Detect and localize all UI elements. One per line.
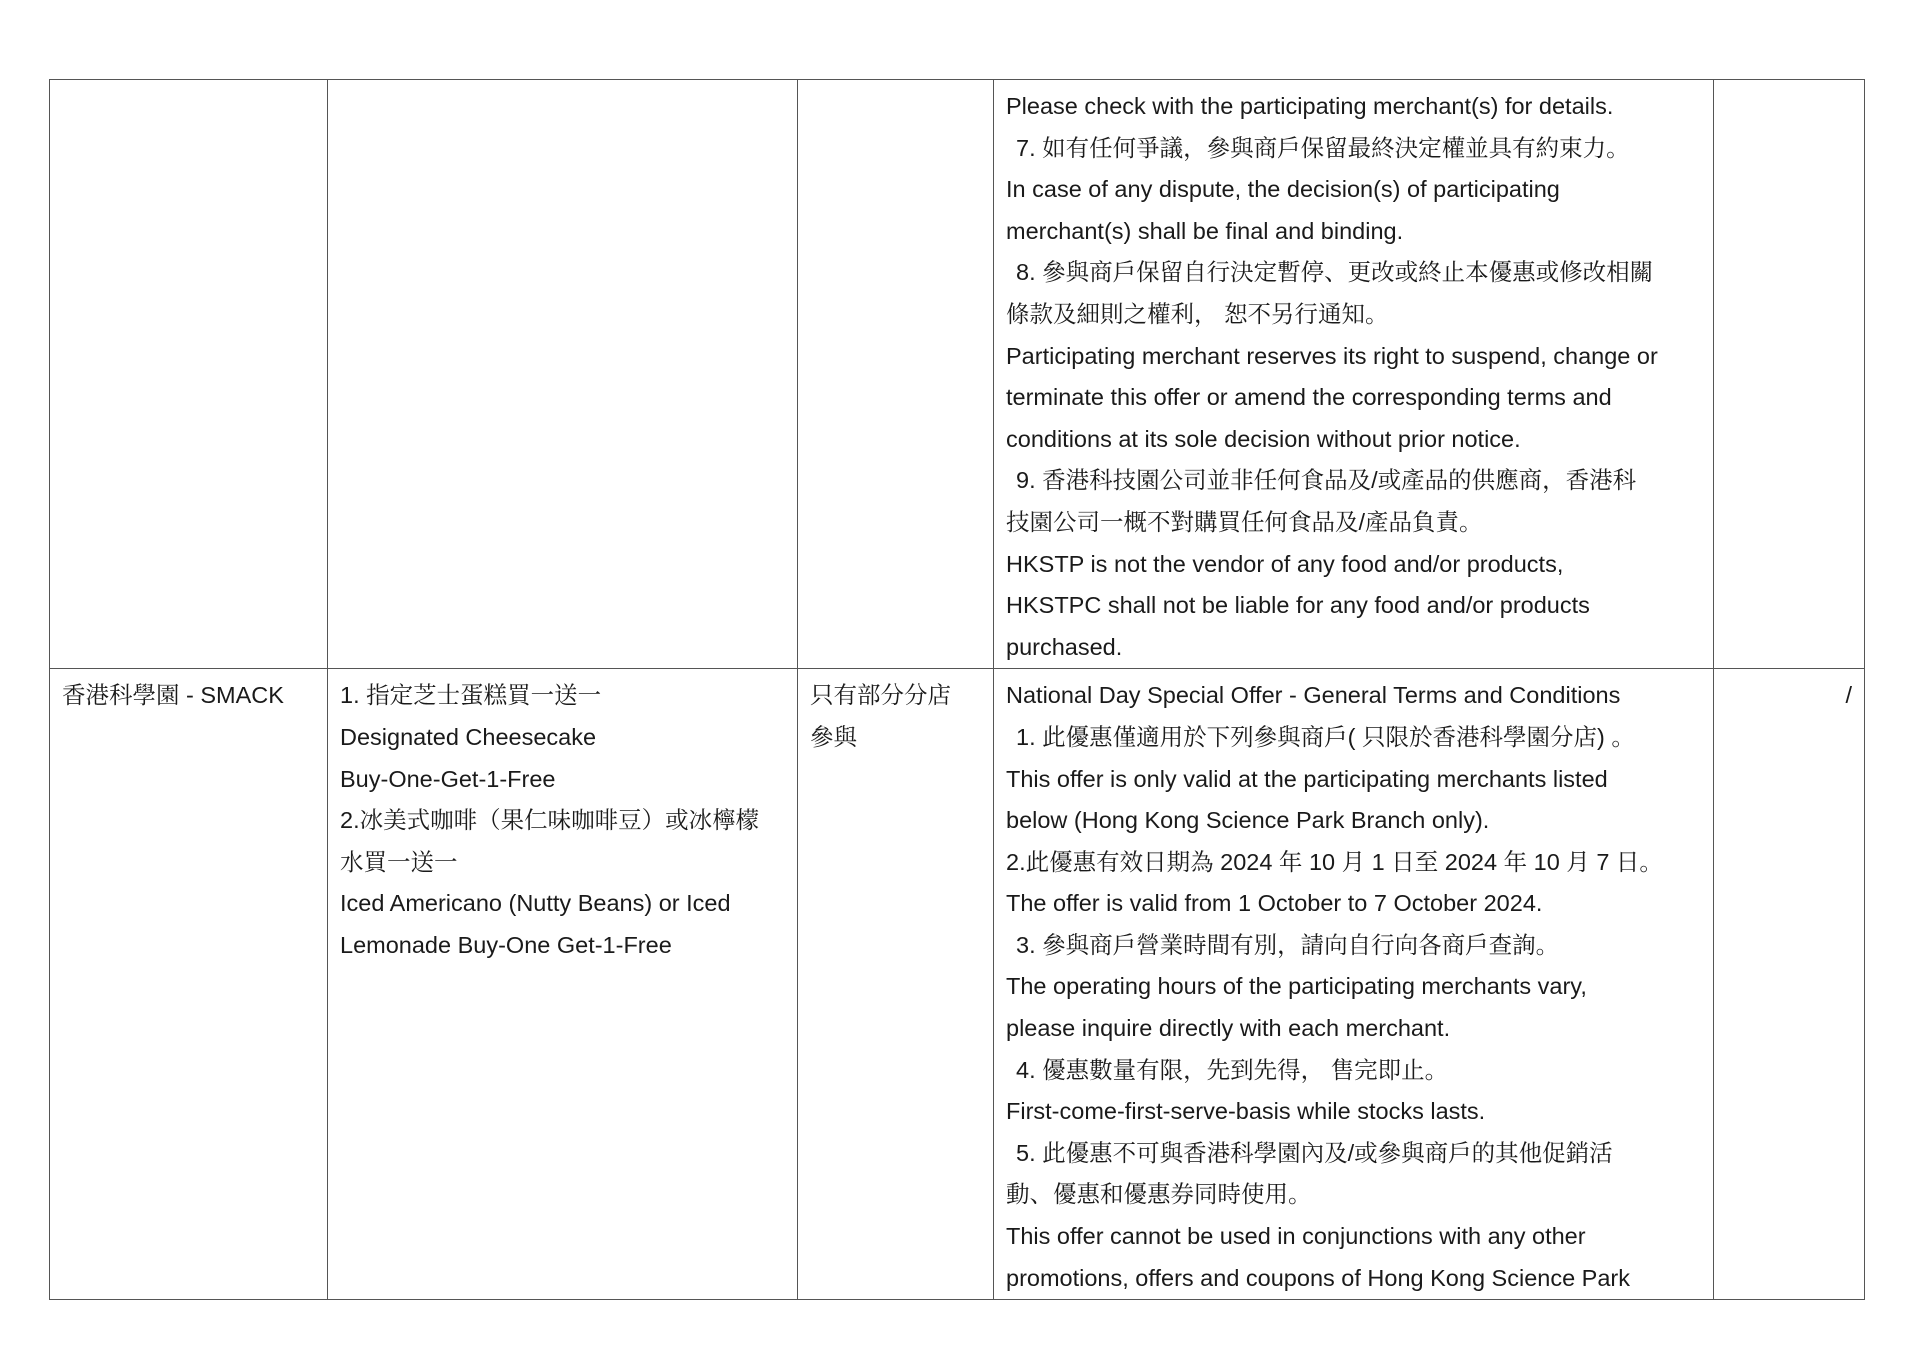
terms-line: please inquire directly with each merchant. xyxy=(1006,1015,1451,1042)
terms-line: 7. 如有任何爭議，參與商戶保留最終決定權並具有約束力。 xyxy=(1016,134,1630,161)
remark-cell xyxy=(1714,80,1865,669)
terms-line: HKSTPC shall not be liable for any food and/or products xyxy=(1006,592,1590,619)
table-row xyxy=(50,669,1865,1300)
terms-line: In case of any dispute, the decision(s) of participating xyxy=(1006,176,1560,203)
terms-line: 2.此優惠有效日期為 2024 年 10 月 1 日至 2024 年 10 月 7 日。 xyxy=(1006,848,1663,875)
offer-line: Iced Americano (Nutty Beans) or Iced xyxy=(340,890,731,917)
terms-line: Participating merchant reserves its right to suspend, change or xyxy=(1006,342,1658,369)
terms-line: HKSTP is not the vendor of any food and/or products, xyxy=(1006,550,1564,577)
terms-line: This offer cannot be used in conjunctions with any other xyxy=(1006,1223,1586,1250)
terms-line: terminate this offer or amend the corresponding terms and xyxy=(1006,384,1612,411)
branch-line: 只有部分分店 xyxy=(810,682,951,709)
offer-line: 水買一送一 xyxy=(340,848,458,875)
store-name: 香港科學園 - SMACK xyxy=(62,682,284,709)
terms-line: below (Hong Kong Science Park Branch only). xyxy=(1006,807,1490,834)
offer-line: 2.冰美式咖啡（果仁味咖啡豆）或冰檸檬 xyxy=(340,807,760,834)
terms-line: This offer is only valid at the participating merchants listed xyxy=(1006,765,1608,792)
terms-line: 條款及細則之權利， 恕不另行通知。 xyxy=(1006,300,1389,327)
terms-cell xyxy=(994,80,1714,669)
terms-line: conditions at its sole decision without prior notice. xyxy=(1006,425,1521,452)
terms-line: National Day Special Offer - General Terms and Conditions xyxy=(1006,682,1621,709)
terms-line: merchant(s) shall be final and binding. xyxy=(1006,217,1404,244)
terms-line: 技園公司一概不對購買任何食品及/產品負責。 xyxy=(1006,508,1483,535)
offer-line: Lemonade Buy-One Get-1-Free xyxy=(340,931,672,958)
offer-line: Designated Cheesecake xyxy=(340,723,597,750)
offer-cell xyxy=(328,80,798,669)
terms-line: promotions, offers and coupons of Hong Kong Science Park xyxy=(1006,1264,1631,1291)
terms-line: 1. 此優惠僅適用於下列參與商戶( 只限於香港科學園分店) 。 xyxy=(1016,723,1635,750)
branch-cell xyxy=(798,669,994,1300)
terms-cell xyxy=(994,669,1714,1300)
offer-cell xyxy=(328,669,798,1300)
table-row xyxy=(50,80,1865,669)
branch-line: 參與 xyxy=(810,723,857,750)
branch-cell xyxy=(798,80,994,669)
terms-line: 3. 參與商戶營業時間有別，請向自行向各商戶查詢。 xyxy=(1016,931,1560,958)
terms-line: 9. 香港科技園公司並非任何食品及/或產品的供應商，香港科 xyxy=(1016,467,1637,494)
terms-line: purchased. xyxy=(1006,633,1123,660)
terms-line: First-come-first-serve-basis while stocks lasts. xyxy=(1006,1098,1486,1125)
terms-line: 4. 優惠數量有限，先到先得， 售完即止。 xyxy=(1016,1056,1449,1083)
remark-text: / xyxy=(1845,682,1852,709)
store-cell xyxy=(50,669,328,1300)
offers-table-body xyxy=(50,80,1865,1300)
terms-line: The offer is valid from 1 October to 7 October 2024. xyxy=(1006,890,1543,917)
terms-line: Please check with the participating merchant(s) for details. xyxy=(1006,93,1614,119)
remark-cell xyxy=(1714,669,1865,1300)
terms-line: 動、優惠和優惠券同時使用。 xyxy=(1006,1181,1312,1208)
store-cell xyxy=(50,80,328,669)
offer-line: Buy-One-Get-1-Free xyxy=(340,765,556,792)
terms-line: 8. 參與商戶保留自行決定暫停、更改或終止本優惠或修改相關 xyxy=(1016,259,1654,286)
terms-line: The operating hours of the participating merchants vary, xyxy=(1006,973,1587,1000)
offer-line: 1. 指定芝士蛋糕買一送一 xyxy=(340,682,602,709)
offers-table xyxy=(49,79,1865,1300)
terms-line: 5. 此優惠不可與香港科學園內及/或參與商戶的其他促銷活 xyxy=(1016,1139,1613,1166)
